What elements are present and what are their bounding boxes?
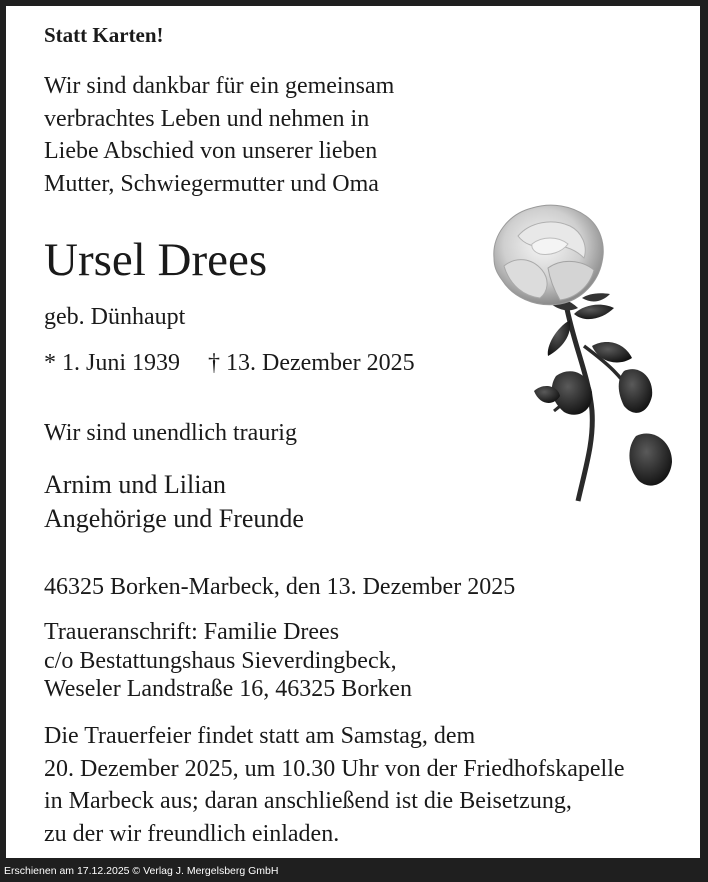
death-date: † 13. Dezember 2025 — [208, 350, 415, 376]
address-line: Weseler Landstraße 16, 46325 Borken — [44, 676, 412, 702]
maiden-name: geb. Dünhaupt — [44, 304, 186, 330]
ceremony-info — [44, 720, 625, 850]
obituary-notice — [6, 6, 700, 858]
intro-line: Mutter, Schwiegermutter und Oma — [44, 170, 379, 197]
intro-line: verbrachtes Leben und nehmen in — [44, 105, 370, 132]
birth-date: * 1. Juni 1939 — [44, 350, 181, 376]
ceremony-line: in Marbeck aus; daran anschließend ist die Beisetzung, — [44, 788, 572, 814]
intro-line: Liebe Abschied von unserer lieben — [44, 138, 378, 164]
ceremony-line: 20. Dezember 2025, um 10.30 Uhr von der Friedhofskapelle — [44, 755, 625, 782]
publication-footer: Erschienen am 17.12.2025 © Verlag J. Mergelsberg GmbH — [4, 865, 279, 877]
address-line: c/o Bestattungshaus Sieverdingbeck, — [44, 647, 397, 674]
ceremony-line: zu der wir freundlich einladen. — [44, 820, 340, 847]
mourner-line: Angehörige und Freunde — [44, 504, 304, 533]
mourners — [44, 468, 304, 536]
intro-text — [44, 70, 394, 200]
ceremony-line: Die Trauerfeier findet statt am Samstag, dem — [44, 723, 476, 749]
deceased-name: Ursel Drees — [44, 234, 268, 286]
mourning-text: Wir sind unendlich traurig — [44, 420, 297, 446]
life-dates — [44, 348, 415, 378]
intro-line: Wir sind dankbar für ein gemeinsam — [44, 73, 395, 99]
place-date: 46325 Borken-Marbeck, den 13. Dezember 2025 — [44, 574, 516, 600]
rose-illustration — [474, 196, 684, 516]
address-line: Traueranschrift: Familie Drees — [44, 619, 340, 645]
mourning-address — [44, 618, 412, 704]
mourner-line: Arnim und Lilian — [44, 470, 226, 499]
headline: Statt Karten! — [44, 23, 164, 47]
